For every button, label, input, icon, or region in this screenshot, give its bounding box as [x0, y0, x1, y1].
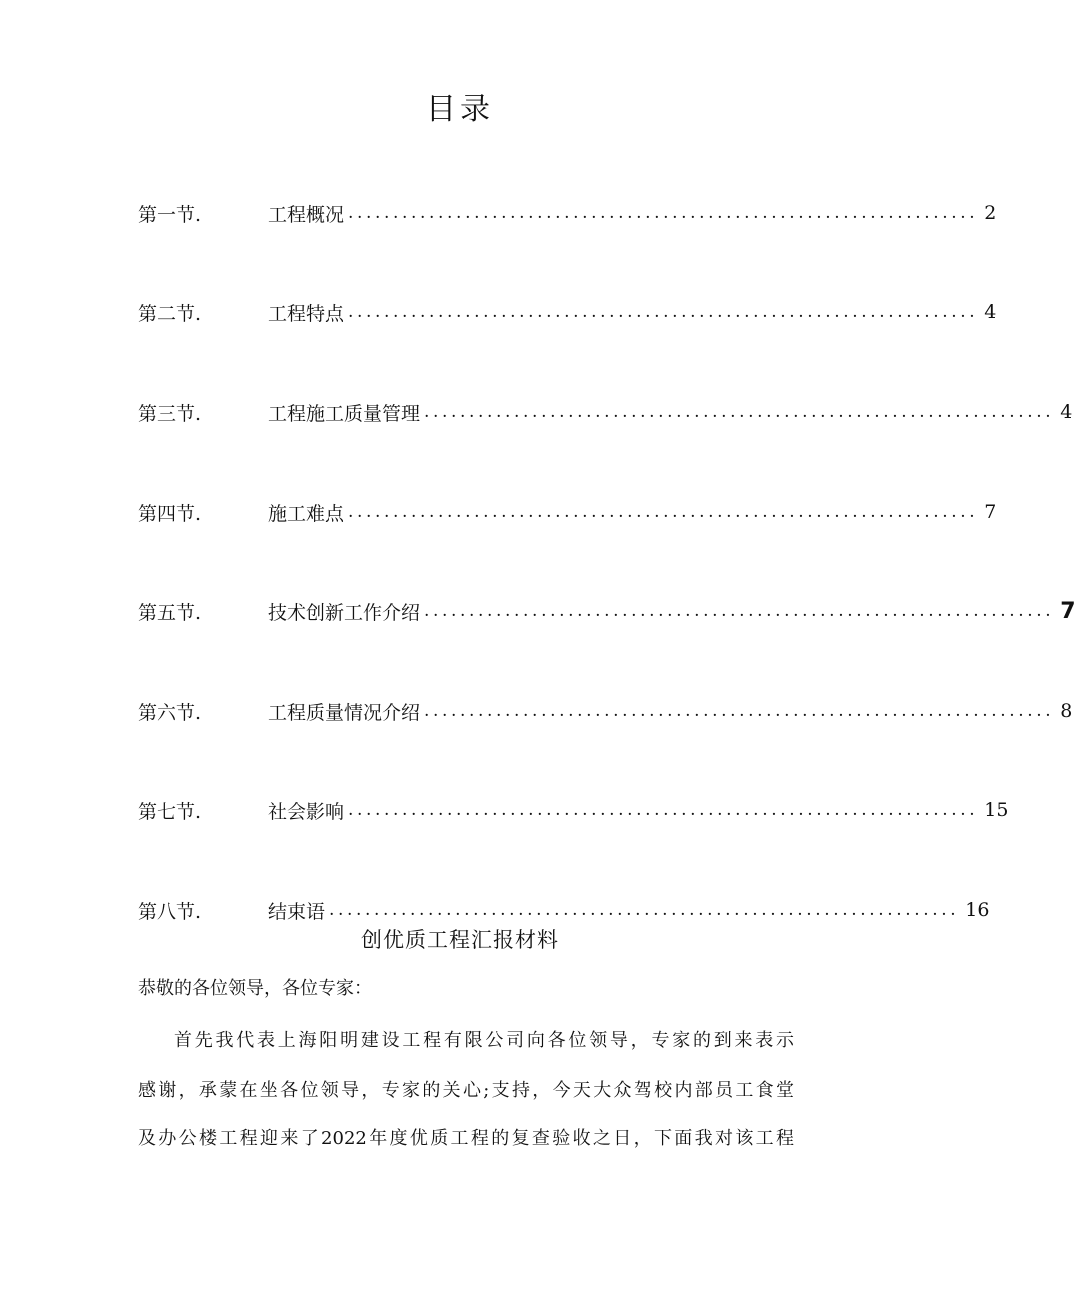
body-text-line: 及办公楼工程迎来了2022年度优质工程的复查验收之日，下面我对该工程	[138, 1128, 794, 1149]
toc-section-number: 第三节.	[138, 402, 202, 425]
toc-entry-label: 工程特点	[268, 302, 345, 325]
toc-entry[interactable]	[138, 895, 990, 925]
toc-section-number: 第七节.	[138, 800, 202, 823]
toc-leader-dots: ......................................................................	[329, 900, 960, 920]
body-text-line: 首先我代表上海阳明建设工程有限公司向各位领导，专家的到来表示	[174, 1030, 794, 1051]
toc-leader-dots: ......................................................................	[348, 302, 979, 322]
toc-page-number: 16	[965, 899, 990, 921]
report-title: 创优质工程汇报材料	[361, 928, 559, 952]
toc-page-number: 7	[984, 501, 997, 523]
toc-entry[interactable]	[138, 397, 1073, 427]
toc-entry[interactable]	[138, 297, 997, 327]
toc-entry[interactable]	[138, 596, 1076, 626]
toc-entry-label: 结束语	[268, 900, 326, 923]
toc-entry-label: 技术创新工作介绍	[268, 601, 421, 624]
toc-entry[interactable]	[138, 497, 997, 527]
toc-page-number: 2	[984, 202, 997, 224]
toc-leader-dots: ......................................................................	[424, 402, 1055, 422]
toc-entry-label: 施工难点	[268, 502, 345, 525]
toc-section-number: 第八节.	[138, 900, 202, 923]
toc-entry[interactable]	[138, 198, 997, 228]
toc-section-number: 第六节.	[138, 701, 202, 724]
toc-page-number: 15	[984, 799, 1009, 821]
toc-title: 目录	[426, 92, 494, 127]
toc-entry-label: 社会影响	[268, 800, 345, 823]
toc-leader-dots: ......................................................................	[424, 601, 1055, 621]
toc-entry-label: 工程施工质量管理	[268, 402, 421, 425]
toc-section-number: 第一节.	[138, 203, 202, 226]
toc-leader-dots: ......................................................................	[348, 502, 979, 522]
toc-page-number: 4	[984, 301, 997, 323]
toc-page-number: 4	[1060, 401, 1073, 423]
toc-entry-label: 工程质量情况介绍	[268, 701, 421, 724]
toc-leader-dots: ......................................................................	[424, 701, 1055, 721]
toc-entry-label: 工程概况	[268, 203, 345, 226]
toc-section-number: 第二节.	[138, 302, 202, 325]
toc-section-number: 第四节.	[138, 502, 202, 525]
body-text-line: 感谢，承蒙在坐各位领导，专家的关心;支持，今天大众驾校内部员工食堂	[138, 1080, 794, 1101]
toc-leader-dots: ......................................................................	[348, 800, 979, 820]
toc-entry[interactable]	[138, 795, 1009, 825]
toc-section-number: 第五节.	[138, 601, 202, 624]
toc-entry[interactable]	[138, 696, 1073, 726]
salutation: 恭敬的各位领导，各位专家：	[138, 978, 372, 999]
toc-page-number: 8	[1060, 700, 1073, 722]
toc-page-number: 7	[1060, 598, 1076, 624]
toc-leader-dots: ......................................................................	[348, 203, 979, 223]
